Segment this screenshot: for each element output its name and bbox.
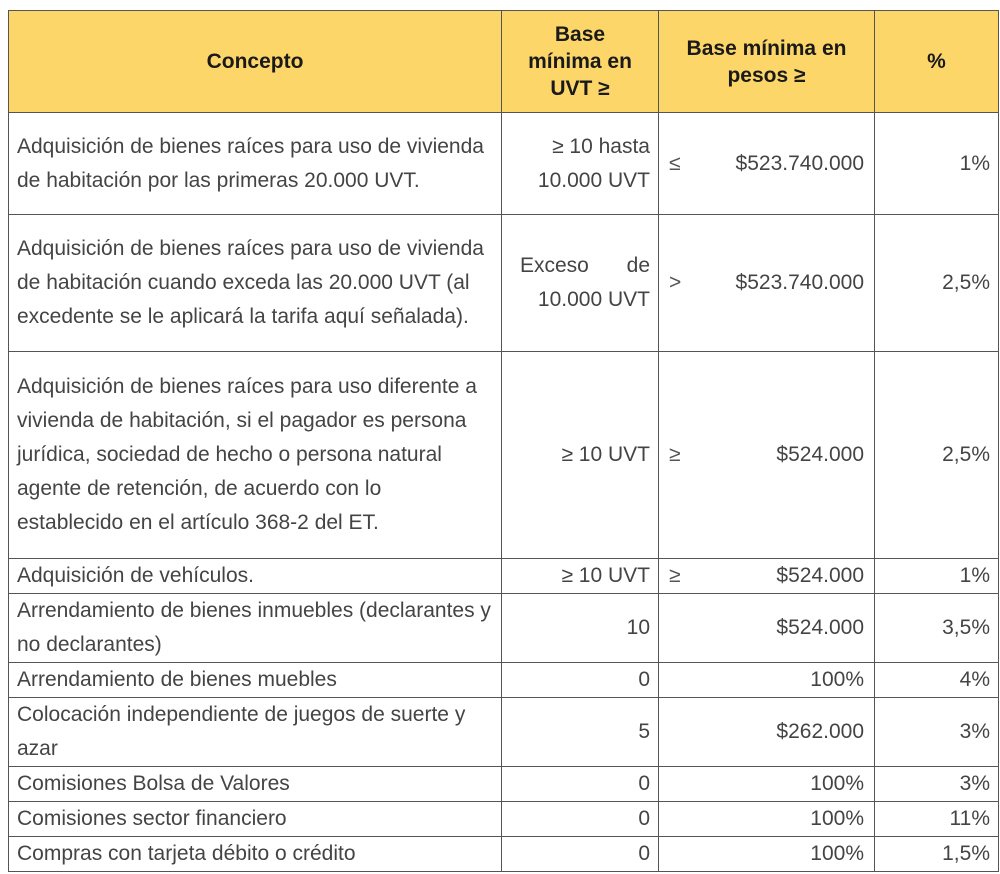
table-row [9, 663, 999, 698]
uvt-cell: 0 [502, 767, 659, 802]
concepto-cell: Arrendamiento de bienes inmuebles (declarantes y no declarantes) [9, 594, 502, 663]
uvt-text: ≥ 10 hasta 10.000 UVT [537, 134, 650, 192]
table-row [9, 559, 999, 594]
pesos-value: $262.000 [776, 720, 864, 743]
uvt-cell: 5 [502, 698, 659, 767]
concepto-cell: Arrendamiento de bienes muebles [9, 663, 502, 698]
header-base-uvt [502, 11, 659, 113]
pesos-cell [659, 594, 875, 663]
pesos-cell [659, 663, 875, 698]
pesos-value: $523.740.000 [735, 151, 864, 175]
uvt-cell: 0 [502, 837, 659, 872]
pesos-value: $524.000 [776, 443, 864, 466]
uvt-cell [502, 215, 659, 352]
percent-cell: 1,5% [875, 837, 999, 872]
header-row [9, 11, 999, 113]
concepto-cell: Compras con tarjeta débito o crédito [9, 837, 502, 872]
header-base-pesos-text: Base mínima en pesos ≥ [686, 36, 847, 87]
table-row [9, 594, 999, 663]
comparison-symbol: ≥ [669, 443, 681, 466]
table-row [9, 767, 999, 802]
pesos-cell [659, 802, 875, 837]
table-row [9, 215, 999, 352]
concepto-cell: Comisiones sector financiero [9, 802, 502, 837]
header-base-pesos [659, 11, 875, 113]
pesos-cell [659, 352, 875, 559]
concepto-cell: Adquisición de bienes raíces para uso de vivienda de habitación por las primeras 20.000 UVT. [9, 113, 502, 215]
comparison-symbol: > [669, 271, 682, 294]
percent-cell: 4% [875, 663, 999, 698]
concepto-cell: Adquisición de bienes raíces para uso diferente a vivienda de habitación, si el pagador es persona jurídica, sociedad de hecho o persona natural agente de retención, de acuerdo con lo establecido en el artículo 368-2 del ET. [9, 352, 502, 559]
table-row [9, 698, 999, 767]
percent-cell: 11% [875, 802, 999, 837]
pesos-value: 100% [810, 842, 864, 865]
percent-cell: 2,5% [875, 352, 999, 559]
header-concepto: Concepto [9, 11, 502, 113]
uvt-cell: ≥ 10 UVT [502, 559, 659, 594]
table-row [9, 802, 999, 837]
table-row [9, 113, 999, 215]
pesos-cell [659, 698, 875, 767]
pesos-value: $524.000 [776, 616, 864, 639]
pesos-cell [659, 767, 875, 802]
comparison-symbol: ≥ [669, 564, 681, 587]
uvt-cell: 10 [502, 594, 659, 663]
percent-cell: 3,5% [875, 594, 999, 663]
table-row [9, 837, 999, 872]
uvt-cell [502, 113, 659, 215]
header-percent: % [875, 11, 999, 113]
comparison-symbol: ≤ [669, 151, 681, 175]
pesos-cell [659, 113, 875, 215]
pesos-cell [659, 215, 875, 352]
pesos-value: 100% [810, 668, 864, 691]
retention-rates-table [8, 10, 999, 872]
percent-cell: 3% [875, 767, 999, 802]
concepto-cell: Comisiones Bolsa de Valores [9, 767, 502, 802]
table-row [9, 352, 999, 559]
percent-cell: 1% [875, 113, 999, 215]
pesos-value: $523.740.000 [735, 271, 864, 294]
pesos-cell [659, 837, 875, 872]
pesos-value: 100% [810, 772, 864, 795]
pesos-cell [659, 559, 875, 594]
header-base-uvt-text: Base mínima en UVT ≥ [528, 23, 632, 100]
uvt-cell: 0 [502, 663, 659, 698]
uvt-cell: 0 [502, 802, 659, 837]
pesos-value: 100% [810, 807, 864, 830]
uvt-text: Exceso de 10.000 UVT [520, 254, 650, 311]
concepto-cell: Colocación independiente de juegos de suerte y azar [9, 698, 502, 767]
percent-cell: 1% [875, 559, 999, 594]
concepto-cell: Adquisición de bienes raíces para uso de vivienda de habitación cuando exceda las 20.000 UVT (al excedente se le aplicará la tarifa aquí señalada). [9, 215, 502, 352]
percent-cell: 2,5% [875, 215, 999, 352]
concepto-cell: Adquisición de vehículos. [9, 559, 502, 594]
pesos-value: $524.000 [776, 564, 864, 587]
percent-cell: 3% [875, 698, 999, 767]
uvt-cell: ≥ 10 UVT [502, 352, 659, 559]
